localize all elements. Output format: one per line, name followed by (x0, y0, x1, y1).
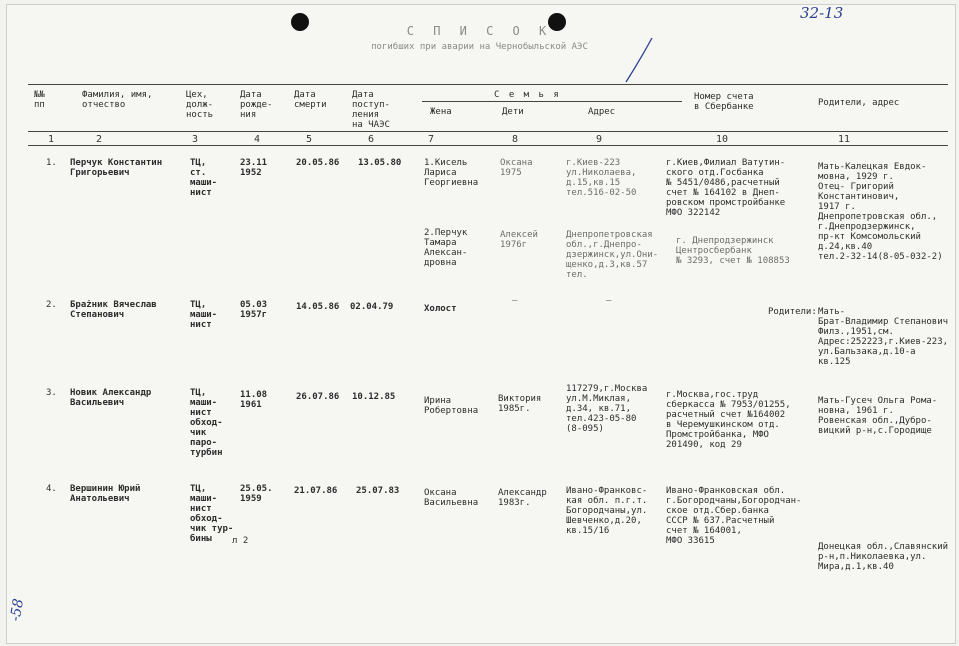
parents-label: Родители: (768, 307, 817, 317)
person-position: ТЦ, маши- нист обход- чик паро- турбин (190, 388, 223, 458)
handwritten-corner-mark: 32-13 (800, 4, 844, 22)
join-date: 10.12.85 (352, 392, 396, 402)
column-number: 11 (838, 134, 851, 145)
header-joined: Дата поступ- ления на ЧАЭС (352, 90, 390, 130)
address: г.Киев-223 ул.Николаева, д.15,кв.15 тел.516-02-50 (566, 158, 637, 198)
header-born: Дата рожде- ния (240, 90, 273, 120)
person-name: Вершинин Юрий Анатольевич (70, 484, 141, 504)
bank-account: г.Киев,Филиал Ватутин- ского отд.Госбанка № 5451/0486,расчетный счет № 164102 в Днеп- ровском промстройбанке МФО 322142 (666, 158, 786, 218)
person-name: Новик Александр Васильевич (70, 388, 152, 408)
birth-date: 05.03 1957г (240, 300, 268, 320)
page-note: л 2 (232, 536, 249, 546)
header-parents: Родители, адрес (818, 98, 900, 108)
numbers-bottom-rule (28, 145, 948, 146)
birth-date: 23.11 1952 (240, 158, 268, 178)
bank-account: г. Днепродзержинск Центросбербанк № 3293, счет № 108853 (676, 236, 790, 266)
children: – (512, 296, 518, 306)
header-name: Фамилия, имя, отчество (82, 90, 153, 110)
children: Виктория 1985г. (498, 394, 542, 414)
children: Алексей 1976г (500, 230, 538, 250)
column-number: 7 (428, 134, 435, 145)
person-position: ТЦ, ст. маши- нист (190, 158, 218, 198)
address: Днепропетровская обл.,г.Днепро- дзержинск,ул.Они- щенко,д.3,кв.57 тел. (566, 230, 659, 280)
birth-date: 11.08 1961 (240, 390, 268, 410)
join-date: 13.05.80 (358, 158, 402, 168)
handwritten-margin-mark: -58 (7, 597, 28, 623)
column-number: 1 (48, 134, 55, 145)
bank-account: г.Москва,гос.труд сберкасса № 7953/01255, расчетный счет №164002 в Черемушкинском отд. Промстройбанка, МФО 201490, код 29 (666, 390, 791, 450)
header-number: №№ пп (34, 90, 45, 110)
column-number: 2 (96, 134, 103, 145)
header-position: Цех, долж- ность (186, 90, 214, 120)
address: – (606, 296, 612, 306)
header-wife: Жена (430, 107, 452, 117)
column-number: 5 (306, 134, 313, 145)
parents: Мать- Брат-Владимир Степанович Филз.,1951,см. Адрес:252223,г.Киев-223, ул.Бальзака,д.10-а кв.125 (818, 307, 949, 367)
header-bottom-rule (28, 131, 948, 132)
column-number: 10 (716, 134, 729, 145)
column-number: 9 (596, 134, 603, 145)
column-number: 6 (368, 134, 375, 145)
address: 117279,г.Москва ул.М.Миклая, д.34, кв.71, тел.423-05-80 (8-095) (566, 384, 648, 434)
birth-date: 25.05. 1959 (240, 484, 273, 504)
row-number: 2. (46, 300, 57, 310)
children: Оксана 1975 (500, 158, 533, 178)
join-date: 25.07.83 (356, 486, 400, 496)
row-number: 3. (46, 388, 57, 398)
family-rule (422, 101, 682, 102)
column-number: 8 (512, 134, 519, 145)
header-account: Номер счета в Сбербанке (694, 92, 754, 112)
parents: Мать-Калецкая Евдок- мовна, 1929 г. Отец- Григорий Константинович, 1917 г. Днепропетровская обл., г.Днепродзержинск, пр-кт Комсомольский д.24,кв.40 тел.2-32-14(8-05-032-2) (818, 162, 943, 262)
person-name: Брażник Вячеслав Степанович (70, 300, 157, 320)
death-date: 14.05.86 (296, 302, 340, 312)
table-top-rule (28, 84, 948, 85)
wife: Ирина Робертовна (424, 396, 479, 416)
death-date: 26.07.86 (296, 392, 340, 402)
death-date: 20.05.86 (296, 158, 340, 168)
person-position: ТЦ, маши- нист (190, 300, 218, 330)
wife: Холост (424, 304, 457, 314)
death-date: 21.07.86 (294, 486, 338, 496)
person-name: Перчук Константин Григорьевич (70, 158, 163, 178)
children: Александр 1983г. (498, 488, 547, 508)
header-family: С е м ь я (494, 90, 561, 100)
join-date: 02.04.79 (350, 302, 394, 312)
row-number: 1. (46, 158, 57, 168)
row-number: 4. (46, 484, 57, 494)
document-title: С П И С О К (406, 24, 553, 38)
wife: Оксана Васильевна (424, 488, 479, 508)
parents: Мать-Гусеч Ольга Рома- новна, 1961 г. Ровенская обл.,Дубро- вицкий р-н,с.Городище (818, 396, 938, 436)
column-number: 4 (254, 134, 261, 145)
wife: 1.Кисель Лариса Георгиевна (424, 158, 479, 188)
header-died: Дата смерти (294, 90, 327, 110)
header-address: Адрес (588, 107, 616, 117)
bank-account: Ивано-Франковская обл. г.Богородчаны,Богородчан- ское отд.Сбер.банка СССР № 637.Расчетный счет № 164001, МФО 33615 (666, 486, 802, 546)
wife: 2.Перчук Тамара Алексан- дровна (424, 228, 468, 268)
column-number: 3 (192, 134, 199, 145)
parents: Донецкая обл.,Славянский р-н,п.Николаевка,ул. Мира,д.1,кв.40 (818, 542, 949, 572)
address: Ивано-Франковс- кая обл. п.г.т. Богородчаны,ул. Шевченко,д.20, кв.15/16 (566, 486, 648, 536)
header-children: Дети (502, 107, 524, 117)
document-subtitle: погибших при аварии на Чернобыльской АЭС (371, 42, 588, 52)
person-position: ТЦ, маши- нист обход- чик тур- бины (190, 484, 234, 544)
